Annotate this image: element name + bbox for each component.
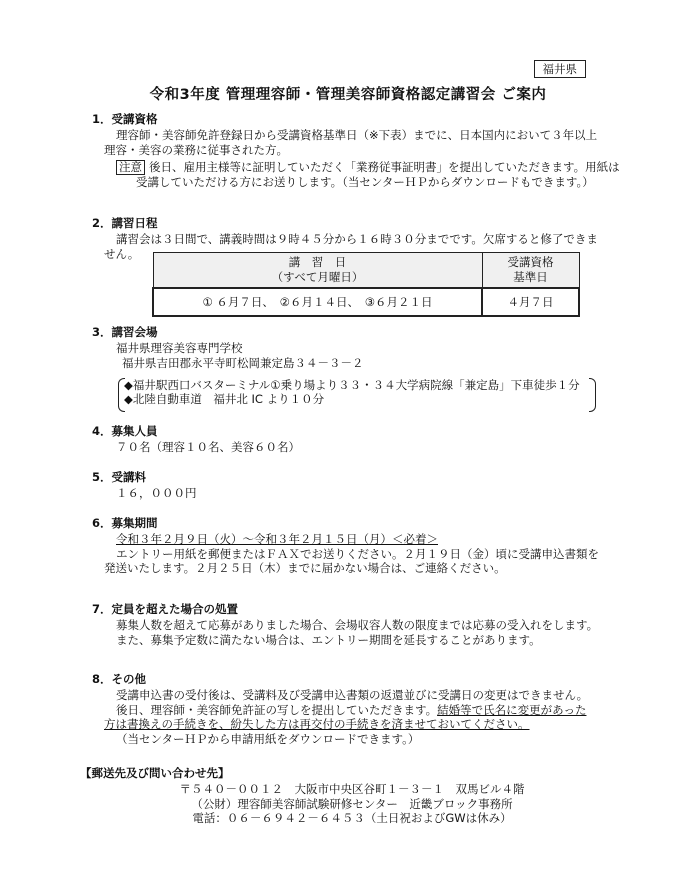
- access-box: [118, 378, 596, 412]
- paragraph-line: また、募集予定数に満たない場合は、エントリー期間を延長することがあります。: [116, 632, 541, 647]
- note-badge: 注意: [116, 160, 145, 175]
- table-header-dates: [153, 253, 482, 288]
- section-heading: 8．その他: [92, 672, 147, 686]
- paragraph-line: 発送いたします。２月２５日（木）までに届かない場合は、ご連絡ください。: [104, 561, 506, 576]
- paragraph-line: 理容師・美容師免許登録日から受講資格基準日（※下表）までに、日本国内において３年以上: [116, 128, 598, 143]
- contact-org: （公財）理容師美容師試験研修センター 近畿ブロック事務所: [191, 796, 513, 811]
- paragraph-line: （当センターＨＰから申請用紙をダウンロードできます。）: [116, 731, 420, 746]
- contact-heading: 【郵送先及び問い合わせ先】: [80, 766, 230, 780]
- text-run: 後日、理容師・美容師免許証の写しを提出していただきます。: [116, 702, 438, 717]
- text-run-underlined: 結婚等で氏名に変更があった: [437, 702, 587, 717]
- section-heading: 6．募集期間: [92, 516, 158, 530]
- section-heading: 1．受講資格: [92, 112, 158, 126]
- section-heading: 7．定員を超えた場合の処置: [92, 602, 239, 616]
- note-line: [92, 160, 620, 175]
- section-other: [92, 672, 612, 746]
- section-heading: 3．講習会場: [92, 325, 158, 339]
- fee-text: １６，０００円: [116, 486, 197, 501]
- table-row: [153, 288, 579, 316]
- table-header-base-date: [482, 253, 579, 288]
- access-line: ◆福井駅西口バスターミナル①乗り場より３３・３４大学病院線「兼定島」下車徒歩１分: [124, 378, 580, 392]
- venue-address: 福井県吉田郡永平寺町松岡兼定島３４－３－２: [122, 355, 364, 370]
- contact-address: 〒５４０－００１２ 大阪市中央区谷町１－３－１ 双馬ビル４階: [179, 782, 525, 797]
- header-subtext: 基準日: [513, 269, 548, 284]
- note-text-2: 受講していただける方にお送りします。（当センターＨＰからダウンロードもできます。）: [136, 174, 594, 189]
- prefecture-label: 福井県: [534, 60, 587, 78]
- section-venue: [92, 325, 612, 370]
- header-text: 講 習 日: [288, 255, 347, 269]
- section-fee: [92, 470, 612, 501]
- section-over-capacity: [92, 602, 612, 647]
- contact-phone: 電話：０６－６９４２－６４５３（土日祝およびGWは休み）: [192, 811, 512, 826]
- paragraph-line: 講習会は３日間で、講義時間は９時４５分から１６時３０分までです。欠席すると修了できま: [116, 232, 598, 247]
- section-eligibility: [92, 112, 620, 189]
- table-cell-dates: ① ６月７日、 ②６月１４日、 ③６月２１日: [153, 288, 482, 316]
- paragraph-line: 理容・美容の業務に従事された方。: [104, 142, 288, 157]
- schedule-table: [152, 252, 580, 317]
- paragraph-line: せん。: [104, 246, 140, 261]
- paragraph-line: [92, 703, 612, 717]
- table-header-row: [153, 253, 579, 288]
- header-text: 受講資格: [507, 255, 554, 269]
- contact-block: [80, 766, 612, 826]
- paragraph-line-underlined: 方は書換えの手続きを、紛失した方は再交付の手続きを済ませておいてください。: [104, 717, 530, 732]
- venue-name: 福井県理容美容専門学校: [116, 341, 243, 356]
- bracket-right: [589, 378, 596, 412]
- access-line: ◆北陸自動車道 福井北 IC より１０分: [124, 392, 325, 407]
- period-text: 令和３年２月９日（火）～令和３年２月１５日（月）＜必着＞: [116, 532, 438, 547]
- capacity-text: ７０名（理容１０名、美容６０名）: [116, 440, 300, 455]
- header-subtext: （すべて月曜日）: [271, 269, 364, 284]
- table-cell-base-date: ４月７日: [482, 288, 579, 316]
- section-heading: 2．講習日程: [92, 216, 158, 230]
- paragraph-line: エントリー用紙を郵便またはＦＡＸでお送りください。２月１９日（金）頃に受講申込書類を: [116, 546, 599, 561]
- note-text: 後日、雇用主様等に証明していただく「業務従事証明書」を提出していただきます。用紙は: [149, 160, 620, 175]
- bracket-left: [118, 378, 125, 412]
- section-capacity: [92, 424, 612, 455]
- section-heading: 5．受講料: [92, 470, 147, 484]
- paragraph-line: 受講申込書の受付後は、受講料及び受講申込書類の返還並びに受講日の変更はできません。: [116, 688, 589, 703]
- page-title: 令和3年度 管理理容師・管理美容師資格認定講習会 ご案内: [149, 87, 547, 103]
- paragraph-line: 募集人数を超えて応募がありました場合、会場収容人数の限度までは応募の受入れをします。: [116, 618, 599, 633]
- section-period: [92, 516, 612, 576]
- section-heading: 4．募集人員: [92, 424, 158, 438]
